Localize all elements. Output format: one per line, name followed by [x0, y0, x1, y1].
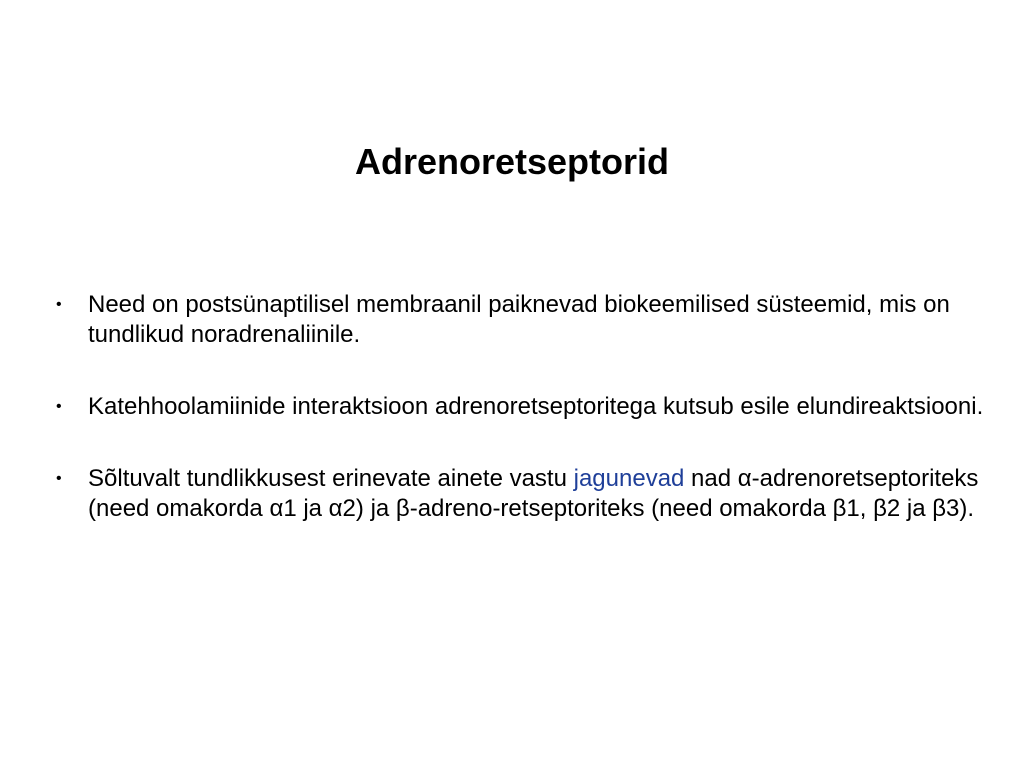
bullet-text [88, 465, 978, 522]
bullet-list [56, 290, 986, 524]
bullet-item [56, 290, 986, 350]
bullet-text: Need on postsünaptilisel membraanil paiknevad biokeemilised süsteemid, mis on tundlikud noradrenaliinile. [88, 291, 950, 348]
bullet-item [56, 392, 986, 422]
highlighted-term: jagunevad [573, 465, 685, 492]
bullet-text-start: Sõltuvalt tundlikkusest erinevate ainete vastu [88, 465, 574, 492]
bullet-item [56, 464, 986, 524]
bullet-icon: • [56, 398, 62, 415]
bullet-text-end: nad α-adrenoretseptoriteks (need omakorda α1 ja α2) ja β-adreno-retseptoriteks (need omakorda β1, β2 ja β3). [88, 465, 979, 522]
slide-title: Adrenoretseptorid [354, 141, 670, 182]
bullet-icon: • [56, 296, 62, 313]
bullet-text: Katehhoolamiinide interaktsioon adrenoretseptoritega kutsub esile elundireaktsiooni. [88, 393, 984, 420]
bullet-icon: • [56, 470, 62, 487]
